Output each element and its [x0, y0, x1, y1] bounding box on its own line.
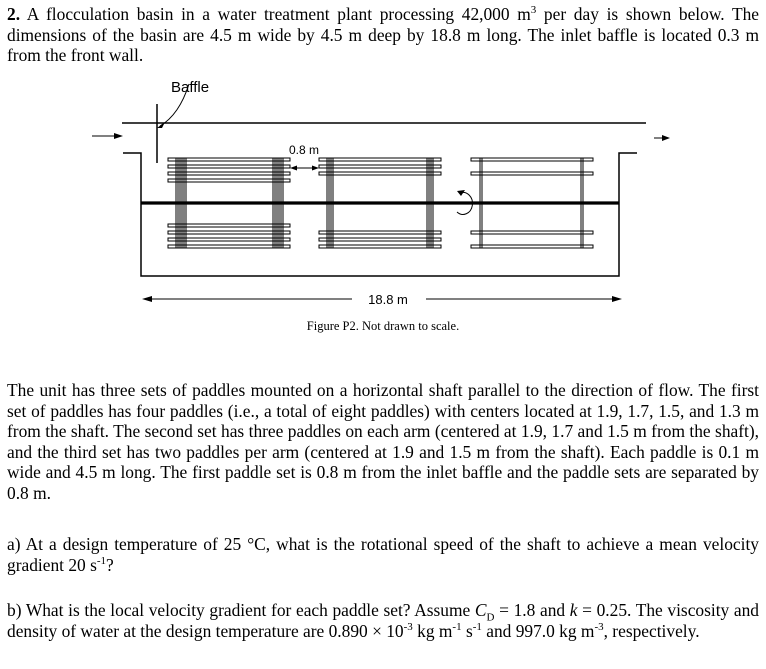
- density-unit-exponent: -3: [594, 620, 604, 633]
- spacing-label: 0.8 m: [288, 143, 320, 157]
- question-b-text-1: b) What is the local velocity gradient for each paddle set? Assume: [7, 600, 475, 620]
- paddle: [319, 238, 441, 241]
- viscosity-unit-exponent-2: -1: [472, 620, 482, 633]
- basin-outline: [123, 153, 637, 276]
- paddles-paragraph: The unit has three sets of paddles mounted on a horizontal shaft parallel to the direction of flow. The first set of paddles has four paddles (i.e., a total of eight paddles) with centers located at 1.9, 1.7, 1.5, and 1.3 m from the shaft. The second set has three paddles on each arm (centered at 1.9, 1.7 and 1.5 m from the shaft), and the third set has two paddles per arm (centered at 1.9 and 1.5 m from the shaft). Each paddle is 0.1 m wide and 4.5 m long. The first paddle set is 0.8 m from the inlet baffle and the paddle sets are separated by 0.8 m.: [7, 380, 759, 503]
- paddle: [319, 231, 441, 234]
- paddle: [471, 245, 593, 248]
- paddle: [319, 165, 441, 168]
- paddle: [471, 231, 593, 234]
- question-b-end: , respectively.: [603, 620, 700, 641]
- length-label: 18.8 m: [368, 292, 408, 307]
- question-b-text-4: and 997.0 kg m: [481, 620, 595, 641]
- question-a: [7, 534, 759, 575]
- problem-statement: [7, 4, 759, 66]
- paddle: [471, 158, 593, 161]
- viscosity-unit-1: kg m: [412, 620, 453, 641]
- viscosity-exponent: -3: [403, 620, 413, 633]
- cubic-exponent: 3: [530, 4, 537, 17]
- figure-caption: Figure P2. Not drawn to scale.: [306, 319, 460, 333]
- paddle: [319, 172, 441, 175]
- question-a-exponent: -1: [96, 554, 107, 567]
- question-b-text-3: = 0.25. The viscosity and density of water at the design temperature are 0.890 × 10: [7, 600, 760, 641]
- problem-text-b: per day is shown below. The dimensions of the basin are 4.5 m wide by 4.5 m deep by 18.8 m long. The inlet baffle is located 0.3 m from the front wall.: [7, 4, 759, 65]
- viscosity-unit-2: s: [461, 620, 473, 641]
- baffle-label: Baffle: [171, 79, 210, 96]
- drag-coefficient-subscript: D: [486, 611, 495, 624]
- drag-coefficient-symbol: C: [474, 600, 487, 620]
- question-a-end: ?: [106, 554, 114, 575]
- paddle: [319, 245, 441, 248]
- paddle: [471, 172, 593, 175]
- question-b: [7, 600, 759, 641]
- k-symbol: k: [569, 600, 578, 620]
- question-b-text-2: = 1.8 and: [494, 600, 570, 620]
- viscosity-unit-exponent-1: -1: [452, 620, 462, 633]
- problem-number: 2.: [7, 4, 21, 24]
- problem-text-a: A flocculation basin in a water treatment plant processing 42,000 m: [26, 4, 531, 24]
- paddle: [319, 158, 441, 161]
- question-a-text: a) At a design temperature of 25 °C, what is the rotational speed of the shaft to achieve a mean velocity gradient 20 s: [7, 534, 759, 575]
- flocculation-basin-figure: [0, 62, 766, 352]
- spacing-dimension: [290, 166, 319, 171]
